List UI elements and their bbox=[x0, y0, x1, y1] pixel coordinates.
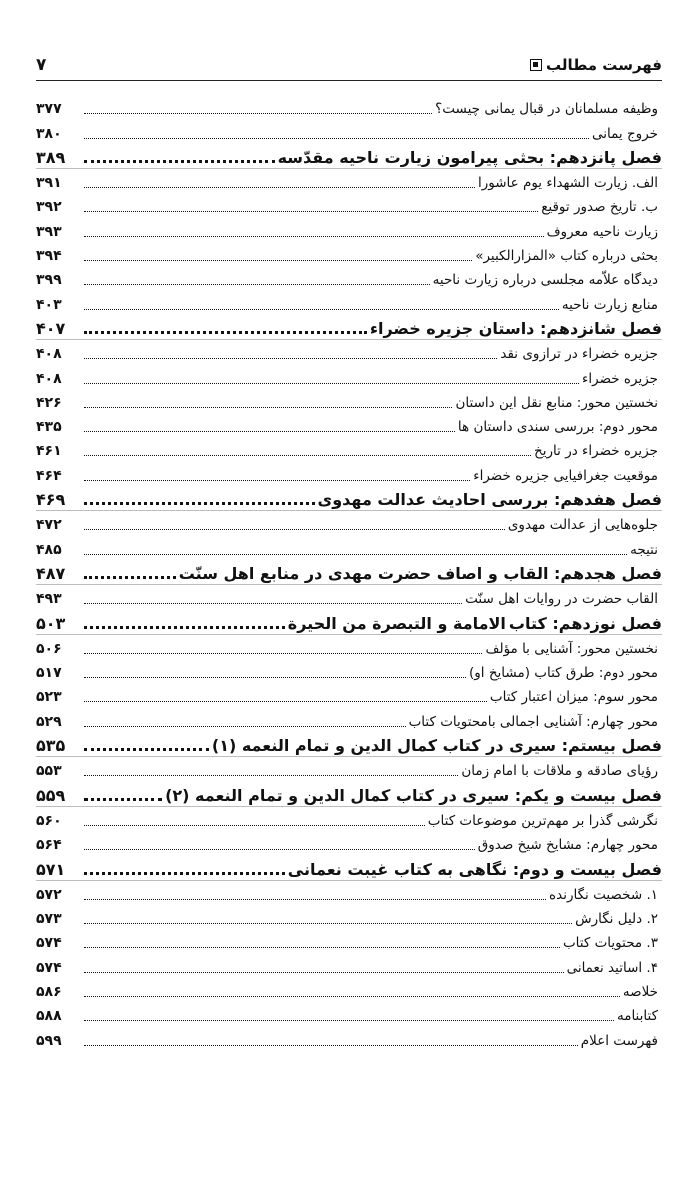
toc-entry-row[interactable] bbox=[36, 242, 662, 266]
toc-page-number: ۴۶۹ bbox=[36, 490, 66, 510]
toc-entry-row[interactable] bbox=[36, 535, 662, 559]
toc-page-number: ۳۹۳ bbox=[36, 223, 62, 240]
toc-entry-title: ب. تاریخ صدور توقیع bbox=[541, 199, 658, 216]
dot-leader bbox=[84, 260, 472, 261]
toc-entry-title: خروج یمانی bbox=[591, 125, 658, 142]
toc-chapter-row[interactable] bbox=[36, 732, 662, 756]
toc-entry-title: وظیفه مسلمانان در قبال یمانی چیست؟ bbox=[435, 101, 658, 118]
dot-leader bbox=[84, 455, 531, 456]
toc-entry-row[interactable] bbox=[36, 831, 662, 855]
toc-page-number: ۴۰۸ bbox=[36, 346, 62, 363]
dot-leader bbox=[84, 480, 470, 481]
toc-page-number: ۵۷۲ bbox=[36, 886, 62, 903]
dot-leader bbox=[84, 899, 546, 900]
dot-leader bbox=[84, 1020, 614, 1021]
dot-leader bbox=[84, 383, 579, 384]
toc-page-number: ۳۹۹ bbox=[36, 272, 62, 289]
dot-leader bbox=[84, 331, 367, 334]
toc-chapter-row[interactable] bbox=[36, 486, 662, 510]
toc-page-number: ۵۰۳ bbox=[36, 613, 66, 633]
toc-entry-row[interactable] bbox=[36, 364, 662, 388]
toc-entry-title: محور سوم: میزان اعتبار کتاب bbox=[489, 689, 658, 706]
toc-entry-title: منابع زیارت ناحیه bbox=[561, 296, 658, 313]
toc-entry-title: کتابنامه bbox=[616, 1008, 658, 1025]
toc-chapter-note: الامامة و التبصرة من الحيرة bbox=[287, 613, 506, 633]
dot-leader bbox=[84, 407, 452, 408]
toc-entry-row[interactable] bbox=[36, 757, 662, 781]
toc-entry-row[interactable] bbox=[36, 683, 662, 707]
toc-entry-title: رؤیای صادقه و ملاقات با امام زمان bbox=[461, 763, 658, 780]
dot-leader bbox=[84, 576, 176, 579]
toc-chapter-row[interactable] bbox=[36, 609, 662, 633]
dot-leader bbox=[84, 701, 487, 702]
dot-leader bbox=[84, 431, 455, 432]
toc-entry-row[interactable] bbox=[36, 193, 662, 217]
dot-leader bbox=[84, 726, 406, 727]
toc-page-number: ۵۷۴ bbox=[36, 935, 62, 952]
toc-page-number: ۳۹۲ bbox=[36, 199, 62, 216]
toc-entry-title: جلوه‌هایی از عدالت مهدوی bbox=[507, 517, 658, 534]
dot-leader bbox=[84, 1045, 578, 1046]
toc-entry-title: نگرشی گذرا بر مهم‌ترین موضوعات کتاب bbox=[427, 812, 658, 829]
toc-entry-title: دیدگاه علاّمه مجلسی درباره زیارت ناحیه bbox=[432, 272, 658, 289]
toc-chapter-title: فصل هفدهم: بررسی احادیث عدالت مهدوی bbox=[317, 490, 662, 510]
toc-page-number: ۳۸۹ bbox=[36, 147, 66, 167]
toc-entry-title: بحثی درباره کتاب «المزارالکبیر» bbox=[475, 248, 658, 265]
toc-entry-row[interactable] bbox=[36, 290, 662, 314]
toc-page-number: ۴۸۵ bbox=[36, 541, 62, 558]
toc-entry-title: نخستین محور: آشنایی با مؤلف bbox=[485, 640, 658, 657]
dot-leader bbox=[84, 502, 315, 505]
toc-entry-title: جزیره خضراء در ترازوی نقد bbox=[500, 346, 658, 363]
dot-leader bbox=[84, 187, 475, 188]
header-divider bbox=[36, 80, 662, 81]
toc-page-number: ۴۹۳ bbox=[36, 591, 62, 608]
toc-chapter-title: فصل بیستم: سیری در کتاب کمال الدین و تمام النعمه (۱) bbox=[211, 736, 662, 756]
dot-leader bbox=[84, 309, 559, 310]
toc-entry-row[interactable] bbox=[36, 119, 662, 143]
toc-chapter-title: فصل پانزدهم: بحثی پیرامون زیارت ناحیه مقدّسه bbox=[277, 147, 662, 167]
toc-page-number: ۵۷۱ bbox=[36, 859, 66, 879]
toc-page-number: ۴۷۲ bbox=[36, 517, 62, 534]
toc-entry-title: محور دوم: بررسی سندی داستان ها bbox=[457, 419, 658, 436]
dot-leader bbox=[84, 554, 627, 555]
dot-leader bbox=[84, 947, 560, 948]
toc-entry-title: الف. زیارت الشهداء یوم عاشورا bbox=[477, 175, 658, 192]
toc-page-number: ۵۵۳ bbox=[36, 763, 62, 780]
dot-leader bbox=[84, 849, 475, 850]
toc-page-number: ۵۲۹ bbox=[36, 713, 62, 730]
toc-page-number: ۳۹۴ bbox=[36, 248, 62, 265]
dot-leader bbox=[84, 211, 538, 212]
toc-entry-title: ۱. شخصیت نگارنده bbox=[549, 886, 658, 903]
dot-leader bbox=[84, 284, 430, 285]
dot-leader bbox=[84, 677, 466, 678]
toc-page-number: ۵۱۷ bbox=[36, 665, 62, 682]
dot-leader bbox=[84, 626, 285, 629]
toc-entry-title: نتیجه bbox=[630, 541, 658, 558]
toc-entry-row[interactable] bbox=[36, 266, 662, 290]
toc-entry-title: زیارت ناحیه معروف bbox=[546, 223, 658, 240]
toc-entry-title: جزیره خضراء bbox=[582, 370, 658, 387]
toc-entry-title: موقعیت جغرافیایی جزیره خضراء bbox=[473, 467, 658, 484]
toc-entry-row[interactable] bbox=[36, 1002, 662, 1026]
toc-page-number: ۴۲۶ bbox=[36, 394, 62, 411]
header-title: فهرست مطالب bbox=[546, 56, 662, 74]
toc-entry-title: محور دوم: طرق کتاب (مشایخ او) bbox=[469, 665, 658, 682]
toc-page-number: ۵۶۴ bbox=[36, 837, 62, 854]
page-header bbox=[26, 50, 662, 80]
toc-entry-row[interactable] bbox=[36, 95, 662, 119]
dot-leader bbox=[84, 236, 544, 237]
toc-entry-row[interactable] bbox=[36, 413, 662, 437]
dot-leader bbox=[84, 138, 589, 139]
toc-page-number: ۵۸۶ bbox=[36, 983, 62, 1000]
toc-entry-title: ۲. دلیل نگارش bbox=[575, 911, 658, 928]
toc-entry-row[interactable] bbox=[36, 217, 662, 241]
dot-leader bbox=[84, 748, 209, 751]
toc-entry-title: محور چهارم: آشنایی اجمالی بامحتویات کتاب bbox=[408, 713, 658, 730]
toc-entry-row[interactable] bbox=[36, 389, 662, 413]
toc-chapter-row[interactable] bbox=[36, 855, 662, 879]
dot-leader bbox=[84, 603, 462, 604]
dot-leader bbox=[84, 653, 482, 654]
toc-entry-row[interactable] bbox=[36, 978, 662, 1002]
toc-page-number: ۵۰۶ bbox=[36, 640, 62, 657]
dot-leader bbox=[84, 160, 275, 163]
toc-page-number: ۴۰۸ bbox=[36, 370, 62, 387]
toc-entry-row[interactable] bbox=[36, 659, 662, 683]
toc-chapter-row[interactable] bbox=[36, 781, 662, 805]
toc-chapter-row[interactable] bbox=[36, 560, 662, 584]
toc-entry-title: ۳. محتویات کتاب bbox=[562, 935, 658, 952]
toc-chapter-title: فصل بیست و یکم: سیری در کتاب کمال الدین و تمام النعمه (۲) bbox=[165, 785, 662, 805]
toc-entry-title: خلاصه bbox=[622, 983, 658, 1000]
toc-page-number: ۴۰۳ bbox=[36, 296, 62, 313]
dot-leader bbox=[84, 872, 285, 875]
toc-entry-row[interactable] bbox=[36, 929, 662, 953]
header-title-group bbox=[530, 56, 662, 74]
dot-leader bbox=[84, 775, 458, 776]
dot-leader bbox=[84, 825, 425, 826]
dot-leader bbox=[84, 529, 505, 530]
toc-entry-row[interactable] bbox=[36, 635, 662, 659]
toc-entry-title: نخستین محور: منابع نقل این داستان bbox=[455, 394, 658, 411]
toc-chapter-title: فصل هجدهم: القاب و اصاف حضرت مهدی در منابع اهل سنّت bbox=[178, 563, 662, 583]
toc-page-number: ۵۶۰ bbox=[36, 812, 62, 829]
toc-page-number: ۴۶۴ bbox=[36, 467, 62, 484]
toc-page-number: ۵۷۳ bbox=[36, 911, 62, 928]
dot-leader bbox=[84, 923, 572, 924]
dot-leader bbox=[84, 972, 564, 973]
dot-leader bbox=[84, 996, 620, 997]
dot-leader bbox=[84, 798, 162, 801]
toc-chapter-title: فصل نوزدهم: کتاب bbox=[508, 613, 662, 633]
toc-entry-row[interactable] bbox=[36, 340, 662, 364]
toc-page-number: ۵۲۳ bbox=[36, 689, 62, 706]
toc-chapter-title: فصل بیست و دوم: نگاهی به کتاب غیبت نعمانی bbox=[287, 859, 662, 879]
toc-page-number: ۴۳۵ bbox=[36, 419, 62, 436]
toc-entry-row[interactable] bbox=[36, 461, 662, 485]
toc-page-number: ۵۸۸ bbox=[36, 1008, 62, 1025]
toc-entry-row[interactable] bbox=[36, 585, 662, 609]
toc-page-number: ۵۵۹ bbox=[36, 785, 66, 805]
toc-entry-title: القاب حضرت در روایات اهل سنّت bbox=[465, 591, 658, 608]
toc-chapter-title: فصل شانزدهم: داستان جزیره خضراء bbox=[369, 318, 662, 338]
toc-page-number: ۵۳۵ bbox=[36, 736, 66, 756]
toc-entry-row[interactable] bbox=[36, 169, 662, 193]
page-number: ۷ bbox=[36, 55, 47, 75]
toc-entry-title: جزیره خضراء در تاریخ bbox=[534, 443, 658, 460]
toc-entry-title: فهرست اعلام bbox=[580, 1032, 658, 1049]
dot-leader bbox=[84, 113, 432, 114]
toc-page-number: ۴۰۷ bbox=[36, 318, 66, 338]
toc-page-number: ۵۷۴ bbox=[36, 959, 62, 976]
toc-entry-row[interactable] bbox=[36, 881, 662, 905]
toc-entry-row[interactable] bbox=[36, 953, 662, 977]
table-of-contents bbox=[36, 95, 662, 1051]
toc-entry-row[interactable] bbox=[36, 905, 662, 929]
toc-page-number: ۳۷۷ bbox=[36, 101, 62, 118]
toc-page-number: ۴۶۱ bbox=[36, 443, 62, 460]
toc-entry-title: محور چهارم: مشایخ شیخ صدوق bbox=[477, 837, 658, 854]
toc-entry-title: ۴. اساتید نعمانی bbox=[566, 959, 658, 976]
toc-entry-row[interactable] bbox=[36, 437, 662, 461]
toc-page-number: ۵۹۹ bbox=[36, 1032, 62, 1049]
toc-page-number: ۴۸۷ bbox=[36, 563, 66, 583]
toc-chapter-row[interactable] bbox=[36, 315, 662, 339]
toc-page-number: ۳۸۰ bbox=[36, 125, 62, 142]
dot-leader bbox=[84, 358, 497, 359]
toc-entry-row[interactable] bbox=[36, 511, 662, 535]
toc-page-number: ۳۹۱ bbox=[36, 175, 62, 192]
toc-entry-row[interactable] bbox=[36, 1026, 662, 1050]
square-ornament-icon bbox=[530, 59, 542, 71]
toc-entry-row[interactable] bbox=[36, 707, 662, 731]
toc-entry-row[interactable] bbox=[36, 807, 662, 831]
toc-chapter-row[interactable] bbox=[36, 144, 662, 168]
